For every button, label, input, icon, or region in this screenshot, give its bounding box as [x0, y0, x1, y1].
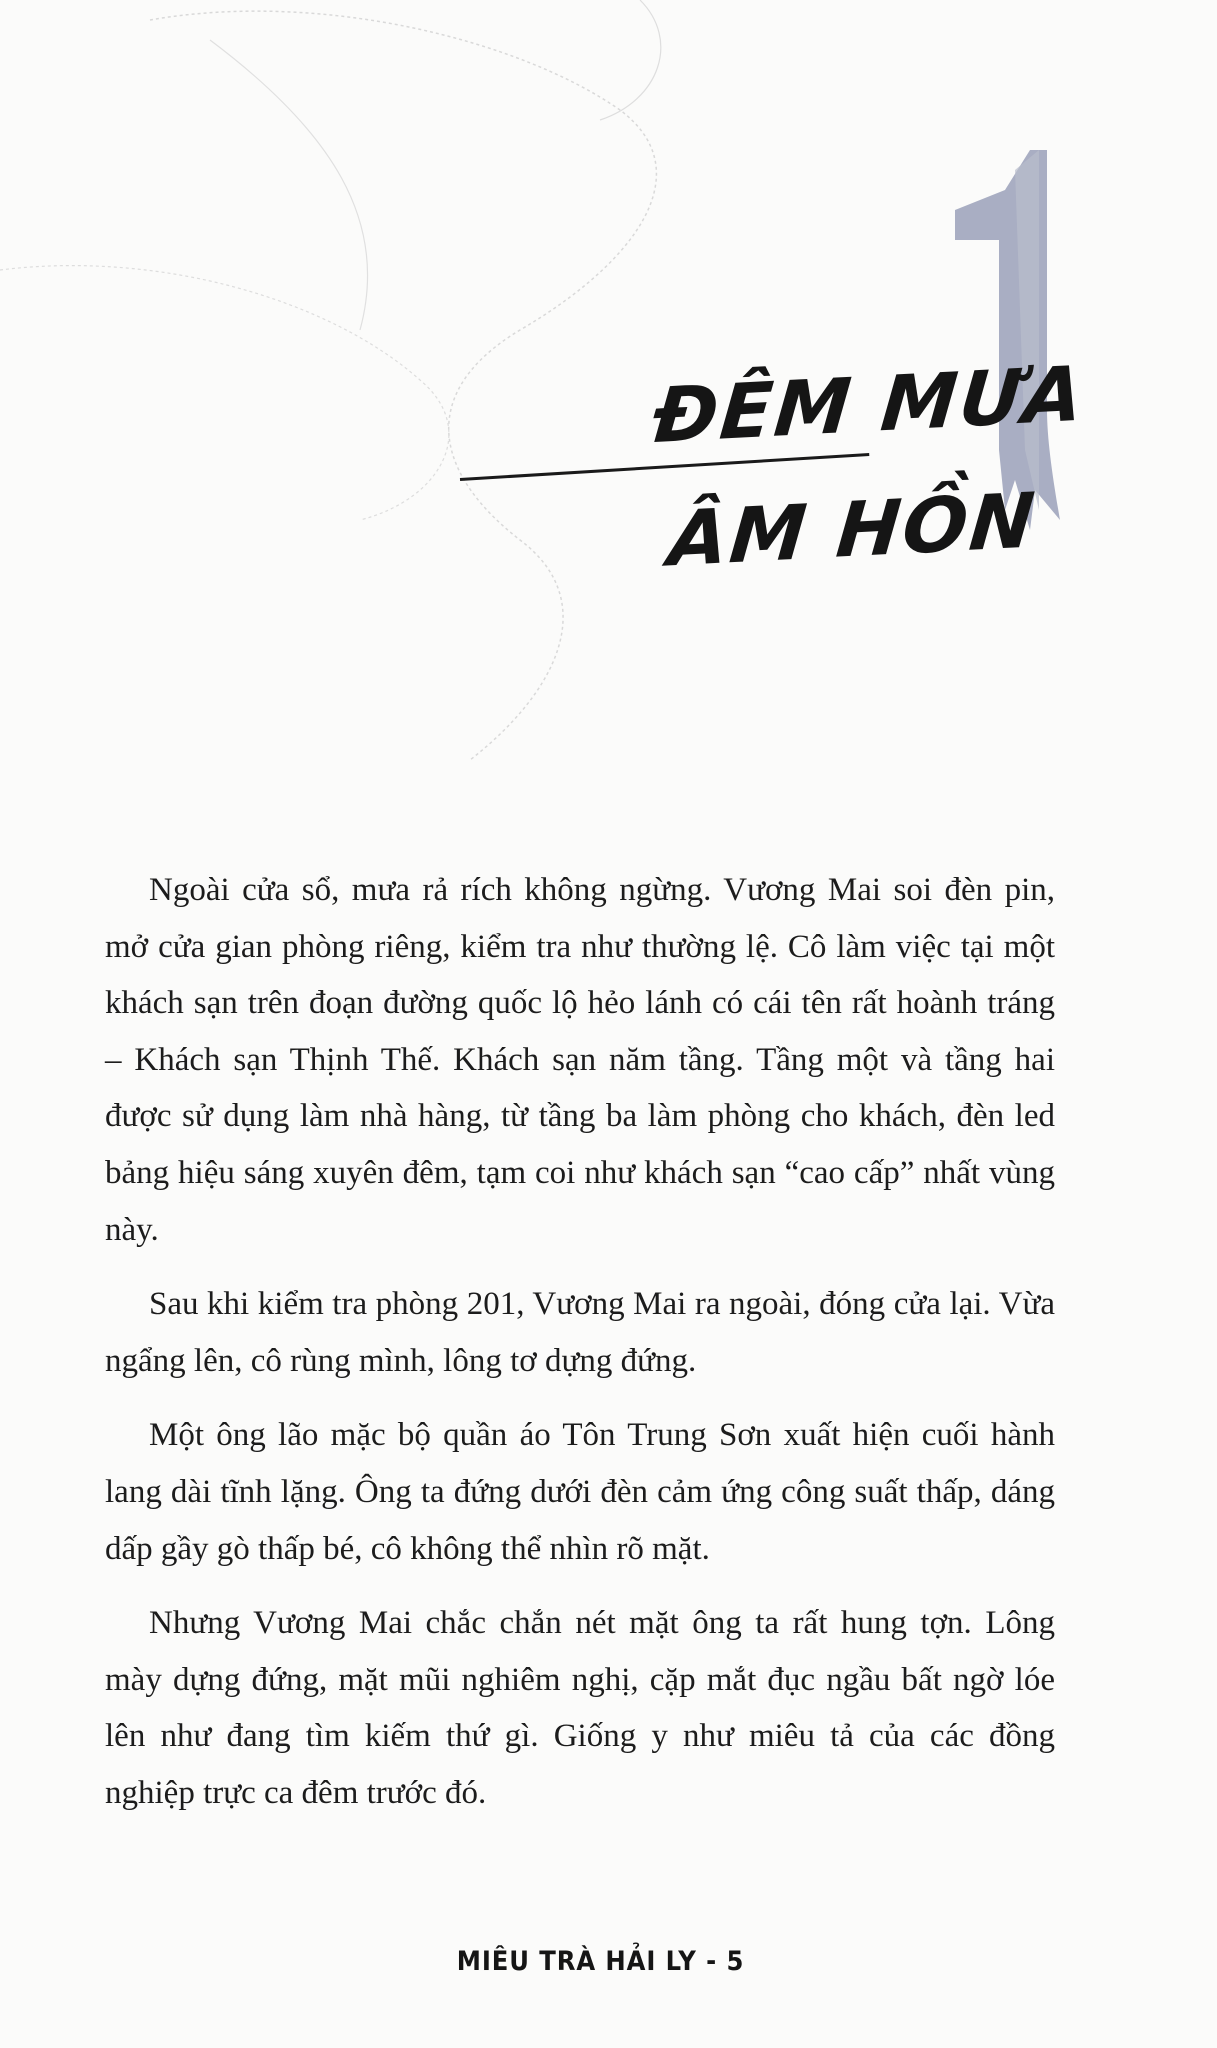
paragraph: Sau khi kiểm tra phòng 201, Vương Mai ra ngoài, đóng cửa lại. Vừa ngẩng lên, cô rùng mình, lông tơ dựng đứng.	[105, 1286, 1055, 1379]
paragraph: Một ông lão mặc bộ quần áo Tôn Trung Sơn xuất hiện cuối hành lang dài tĩnh lặng. Ông ta đứng dưới đèn cảm ứng công suất thấp, dáng dấp gầy gò thấp bé, cô không thể nhìn rõ mặt.	[105, 1417, 1055, 1567]
chapter-title-line-1: ĐÊM MƯA	[649, 348, 1089, 461]
paragraph: Ngoài cửa sổ, mưa rả rích không ngừng. Vương Mai soi đèn pin, mở cửa gian phòng riêng, kiểm tra như thường lệ. Cô làm việc tại một khách sạn trên đoạn đường quốc lộ hẻo lánh có cái tên rất hoành tráng – Khách sạn Thịnh Thế. Khách sạn năm tầng. Tầng một và tầng hai được sử dụng làm nhà hàng, từ tầng ba làm phòng cho khách, đèn led bảng hiệu sáng xuyên đêm, tạm coi như khách sạn “cao cấp” nhất vùng này.	[105, 872, 1055, 1248]
chapter-body	[105, 862, 1055, 1840]
chapter-title	[440, 340, 1089, 610]
paragraph: Nhưng Vương Mai chắc chắn nét mặt ông ta rất hung tợn. Lông mày dựng đứng, mặt mũi nghiêm nghị, cặp mắt đục ngầu bất ngờ lóe lên như đang tìm kiếm thứ gì. Giống y như miêu tả của các đồng nghiệp trực ca đêm trước đó.	[105, 1605, 1055, 1811]
chapter-title-line-2: ÂM HỒN	[664, 475, 1040, 584]
running-footer: MIÊU TRÀ HẢI LY - 5	[456, 1946, 745, 1977]
